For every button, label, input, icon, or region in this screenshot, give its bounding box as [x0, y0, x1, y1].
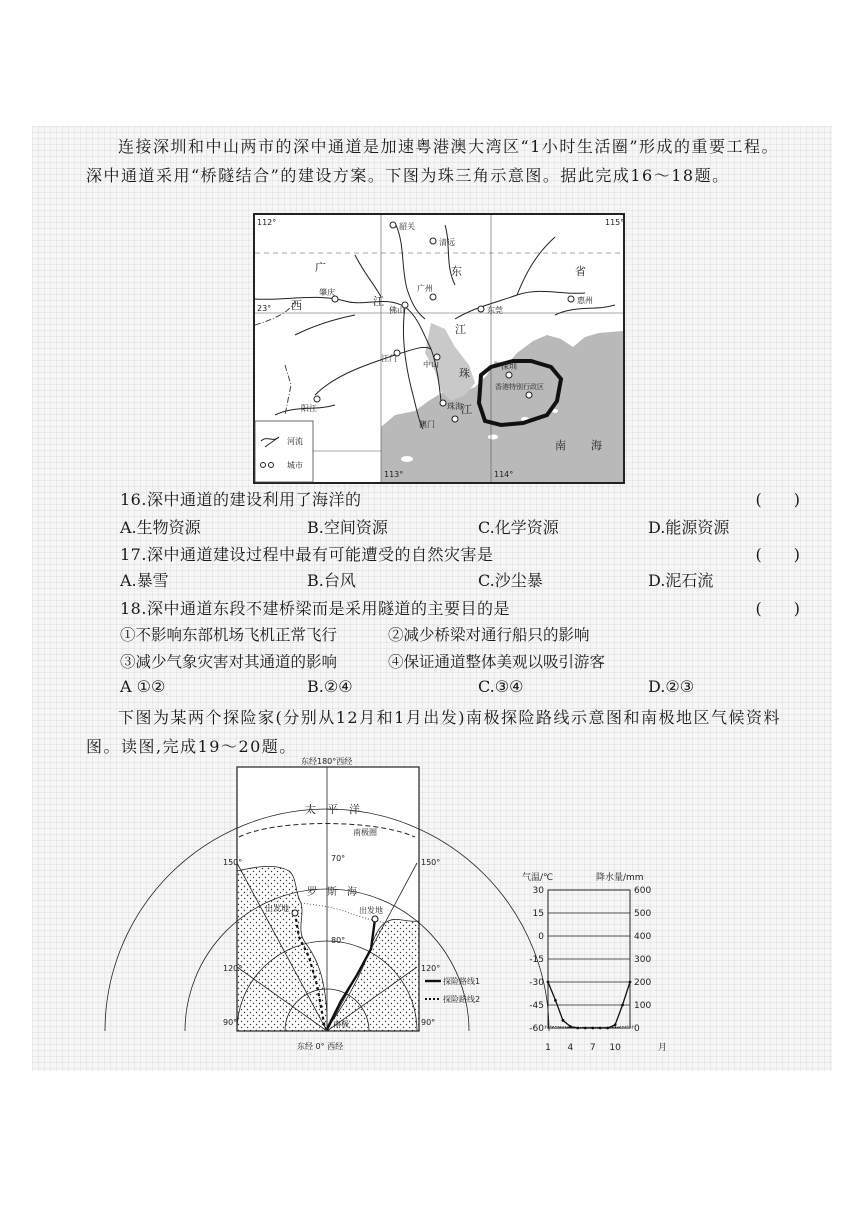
option-a[interactable]: A.暴雪 — [120, 571, 169, 590]
start-point-icon — [292, 910, 298, 916]
y-tick-label: -15 — [529, 955, 544, 965]
answer-bracket: ( ) — [755, 545, 800, 564]
start-label: 出发地 — [359, 906, 383, 915]
city-icon — [452, 416, 458, 422]
option-b[interactable]: B.②④ — [307, 677, 353, 696]
city-label: 东莞 — [487, 306, 503, 315]
province-boundary — [255, 301, 295, 415]
question-16 — [120, 487, 800, 510]
branch-river — [555, 305, 615, 315]
temperature-point — [599, 1027, 602, 1030]
city-label: 惠州 — [577, 296, 593, 305]
question-stem: 18.深中通道东段不建桥梁而是采用隧道的主要目的是 — [120, 599, 510, 618]
option-d[interactable]: D.泥石流 — [648, 571, 714, 590]
city-label: 肇庆 — [319, 288, 335, 297]
question-18 — [120, 596, 800, 619]
lon-label: 113° — [384, 470, 404, 479]
region-label: 西 — [291, 299, 302, 312]
x-tick-label: 7 — [589, 1043, 596, 1053]
y-tick-label: -30 — [529, 978, 544, 988]
legend-label: 探险路线2 — [443, 995, 481, 1004]
y-tick-label: 15 — [532, 909, 544, 919]
sea-label: 罗 斯 海 — [307, 887, 357, 898]
option-b[interactable]: B.台风 — [307, 571, 356, 590]
question-stem: 16.深中通道的建设利用了海洋的 — [120, 490, 362, 509]
city-icon — [506, 372, 512, 378]
start-point-icon — [372, 916, 378, 922]
city-label: 佛山 — [389, 306, 405, 315]
city-icon — [269, 463, 274, 468]
temperature-point — [562, 1019, 565, 1022]
option-a[interactable]: A ①② — [120, 677, 166, 696]
y2-axis-title: 降水量/mm — [596, 873, 644, 883]
lon-label: 114° — [494, 470, 514, 479]
city-icon — [390, 222, 396, 228]
region-label: 江 — [461, 403, 472, 416]
start-label: 出发地 — [265, 904, 289, 913]
dong-river — [455, 291, 585, 319]
route-legend — [425, 976, 480, 1004]
temperature-point — [554, 999, 557, 1002]
city-label: 江门 — [381, 354, 397, 363]
y-tick-label: 30 — [532, 886, 544, 896]
y-axis-title: 气温/℃ — [522, 873, 554, 883]
city-label: 广州 — [417, 284, 433, 293]
tan-river — [315, 347, 431, 395]
temperature-point — [606, 1027, 609, 1030]
city-label: 澳门 — [419, 420, 435, 429]
y-tick-label: 0 — [538, 932, 544, 942]
x-tick-label: 10 — [609, 1043, 621, 1053]
city-icon — [430, 294, 436, 300]
answer-bracket: ( ) — [755, 599, 800, 618]
lon-label: 90° — [421, 1018, 436, 1027]
lat-label: 70° — [331, 854, 346, 863]
lat-label: 80° — [331, 936, 346, 945]
option-d[interactable]: D.能源资源 — [648, 518, 730, 537]
y2-tick-label: 600 — [634, 886, 652, 896]
question-stem: 17.深中通道建设过程中最有可能遭受的自然灾害是 — [120, 545, 494, 564]
city-icon — [261, 463, 266, 468]
lon-label: 120° — [421, 964, 441, 973]
region-label: 江 — [455, 323, 466, 336]
sea-area — [381, 331, 623, 482]
city-label: 韶关 — [399, 222, 415, 231]
city-label: 香港特别行政区 — [495, 383, 544, 391]
option-a[interactable]: A.生物资源 — [120, 518, 201, 537]
region-label: 珠 — [459, 367, 470, 380]
circle-label: 南极圈 — [353, 828, 377, 837]
city-icon — [430, 238, 436, 244]
city-label: 深圳 — [501, 362, 517, 371]
question-16-options — [120, 515, 770, 539]
pearl-river-delta-map — [253, 213, 625, 484]
temperature-point — [621, 1004, 624, 1007]
y-tick-label: -45 — [529, 1001, 544, 1011]
y-tick-label: -60 — [529, 1024, 544, 1034]
region-label: 东 — [451, 265, 462, 278]
legend-label: 探险路线1 — [443, 977, 481, 986]
island — [488, 435, 498, 440]
statement-2: ②减少桥梁对通行船只的影响 — [388, 626, 590, 644]
option-c[interactable]: C.③④ — [478, 677, 524, 696]
lon-label: 150° — [223, 858, 243, 867]
city-icon — [478, 306, 484, 312]
region-label: 广 — [315, 261, 326, 274]
temperature-point — [614, 1024, 617, 1027]
y2-tick-label: 300 — [634, 955, 652, 965]
island — [401, 456, 413, 462]
temperature-point — [584, 1027, 587, 1030]
lon-label: 112° — [257, 218, 277, 227]
branch-river — [355, 255, 381, 297]
city-icon — [440, 400, 446, 406]
answer-bracket: ( ) — [755, 490, 800, 509]
city-icon — [314, 396, 320, 402]
region-label: 省 — [575, 265, 586, 278]
region-label: 海 — [591, 439, 602, 452]
statement-4: ④保证通道整体美观以吸引游客 — [388, 653, 606, 671]
intro-paragraph-1: 连接深圳和中山两市的深中通道是加速粤港澳大湾区“1小时生活圈”形成的重要工程。深中通道采用“桥隧结合”的建设方案。下图为珠三角示意图。据此完成16～18题。 — [86, 137, 780, 185]
city-icon — [568, 296, 574, 302]
temperature-point — [547, 981, 550, 984]
statement-3: ③减少气象灾害对其通道的影响 — [120, 653, 338, 671]
y2-tick-label: 100 — [634, 1001, 652, 1011]
option-c[interactable]: C.沙尘暴 — [478, 571, 543, 590]
branch-river — [517, 237, 555, 295]
map-bottom-label: 东经 0° 西经 — [297, 1042, 344, 1051]
option-c[interactable]: C.化学资源 — [478, 518, 559, 537]
question-17-options — [120, 568, 770, 592]
question-17 — [120, 542, 800, 565]
y2-tick-label: 0 — [634, 1024, 640, 1034]
city-label: 阳江 — [301, 404, 317, 413]
temperature-point — [569, 1025, 572, 1028]
city-icon — [526, 392, 532, 398]
pole-label: 南极 — [333, 1020, 349, 1029]
antarctic-route-map — [225, 753, 505, 1063]
map-legend — [255, 421, 313, 482]
x-unit-label: 月 — [658, 1043, 668, 1053]
y2-tick-label: 400 — [634, 932, 652, 942]
lon-label: 115° — [605, 218, 625, 227]
map-top-label: 东经180°西经 — [301, 757, 353, 766]
y2-tick-label: 500 — [634, 909, 652, 919]
climate-chart — [512, 868, 682, 1060]
x-tick-label: 4 — [567, 1043, 574, 1053]
intro-paragraph-2: 下图为某两个探险家(分别从12月和1月出发)南极探险路线示意图和南极地区气候资料图。读图,完成19～20题。 — [86, 708, 782, 756]
lat-label: 23° — [257, 304, 272, 313]
lon-label: 90° — [223, 1018, 238, 1027]
legend-label: 河流 — [287, 437, 303, 446]
x-tick-label: 1 — [545, 1043, 551, 1053]
lon-label: 120° — [223, 964, 243, 973]
ocean-label: 太 平 洋 — [305, 803, 360, 816]
lon-label: 150° — [421, 858, 441, 867]
temperature-point — [576, 1027, 579, 1030]
city-label: 清远 — [439, 238, 455, 247]
region-label: 江 — [373, 295, 384, 308]
option-b[interactable]: B.空间资源 — [307, 518, 388, 537]
question-18-options — [120, 677, 770, 701]
option-d[interactable]: D.②③ — [648, 677, 695, 696]
temperature-point — [629, 981, 632, 984]
region-label: 南 — [555, 439, 566, 452]
branch-river — [295, 315, 355, 335]
legend-label: 城市 — [287, 461, 303, 470]
city-label: 中山 — [423, 360, 439, 369]
city-label: 珠海 — [447, 402, 463, 411]
statement-1: ①不影响东部机场飞机正常飞行 — [120, 626, 338, 644]
temperature-point — [591, 1027, 594, 1030]
y2-tick-label: 200 — [634, 978, 652, 988]
